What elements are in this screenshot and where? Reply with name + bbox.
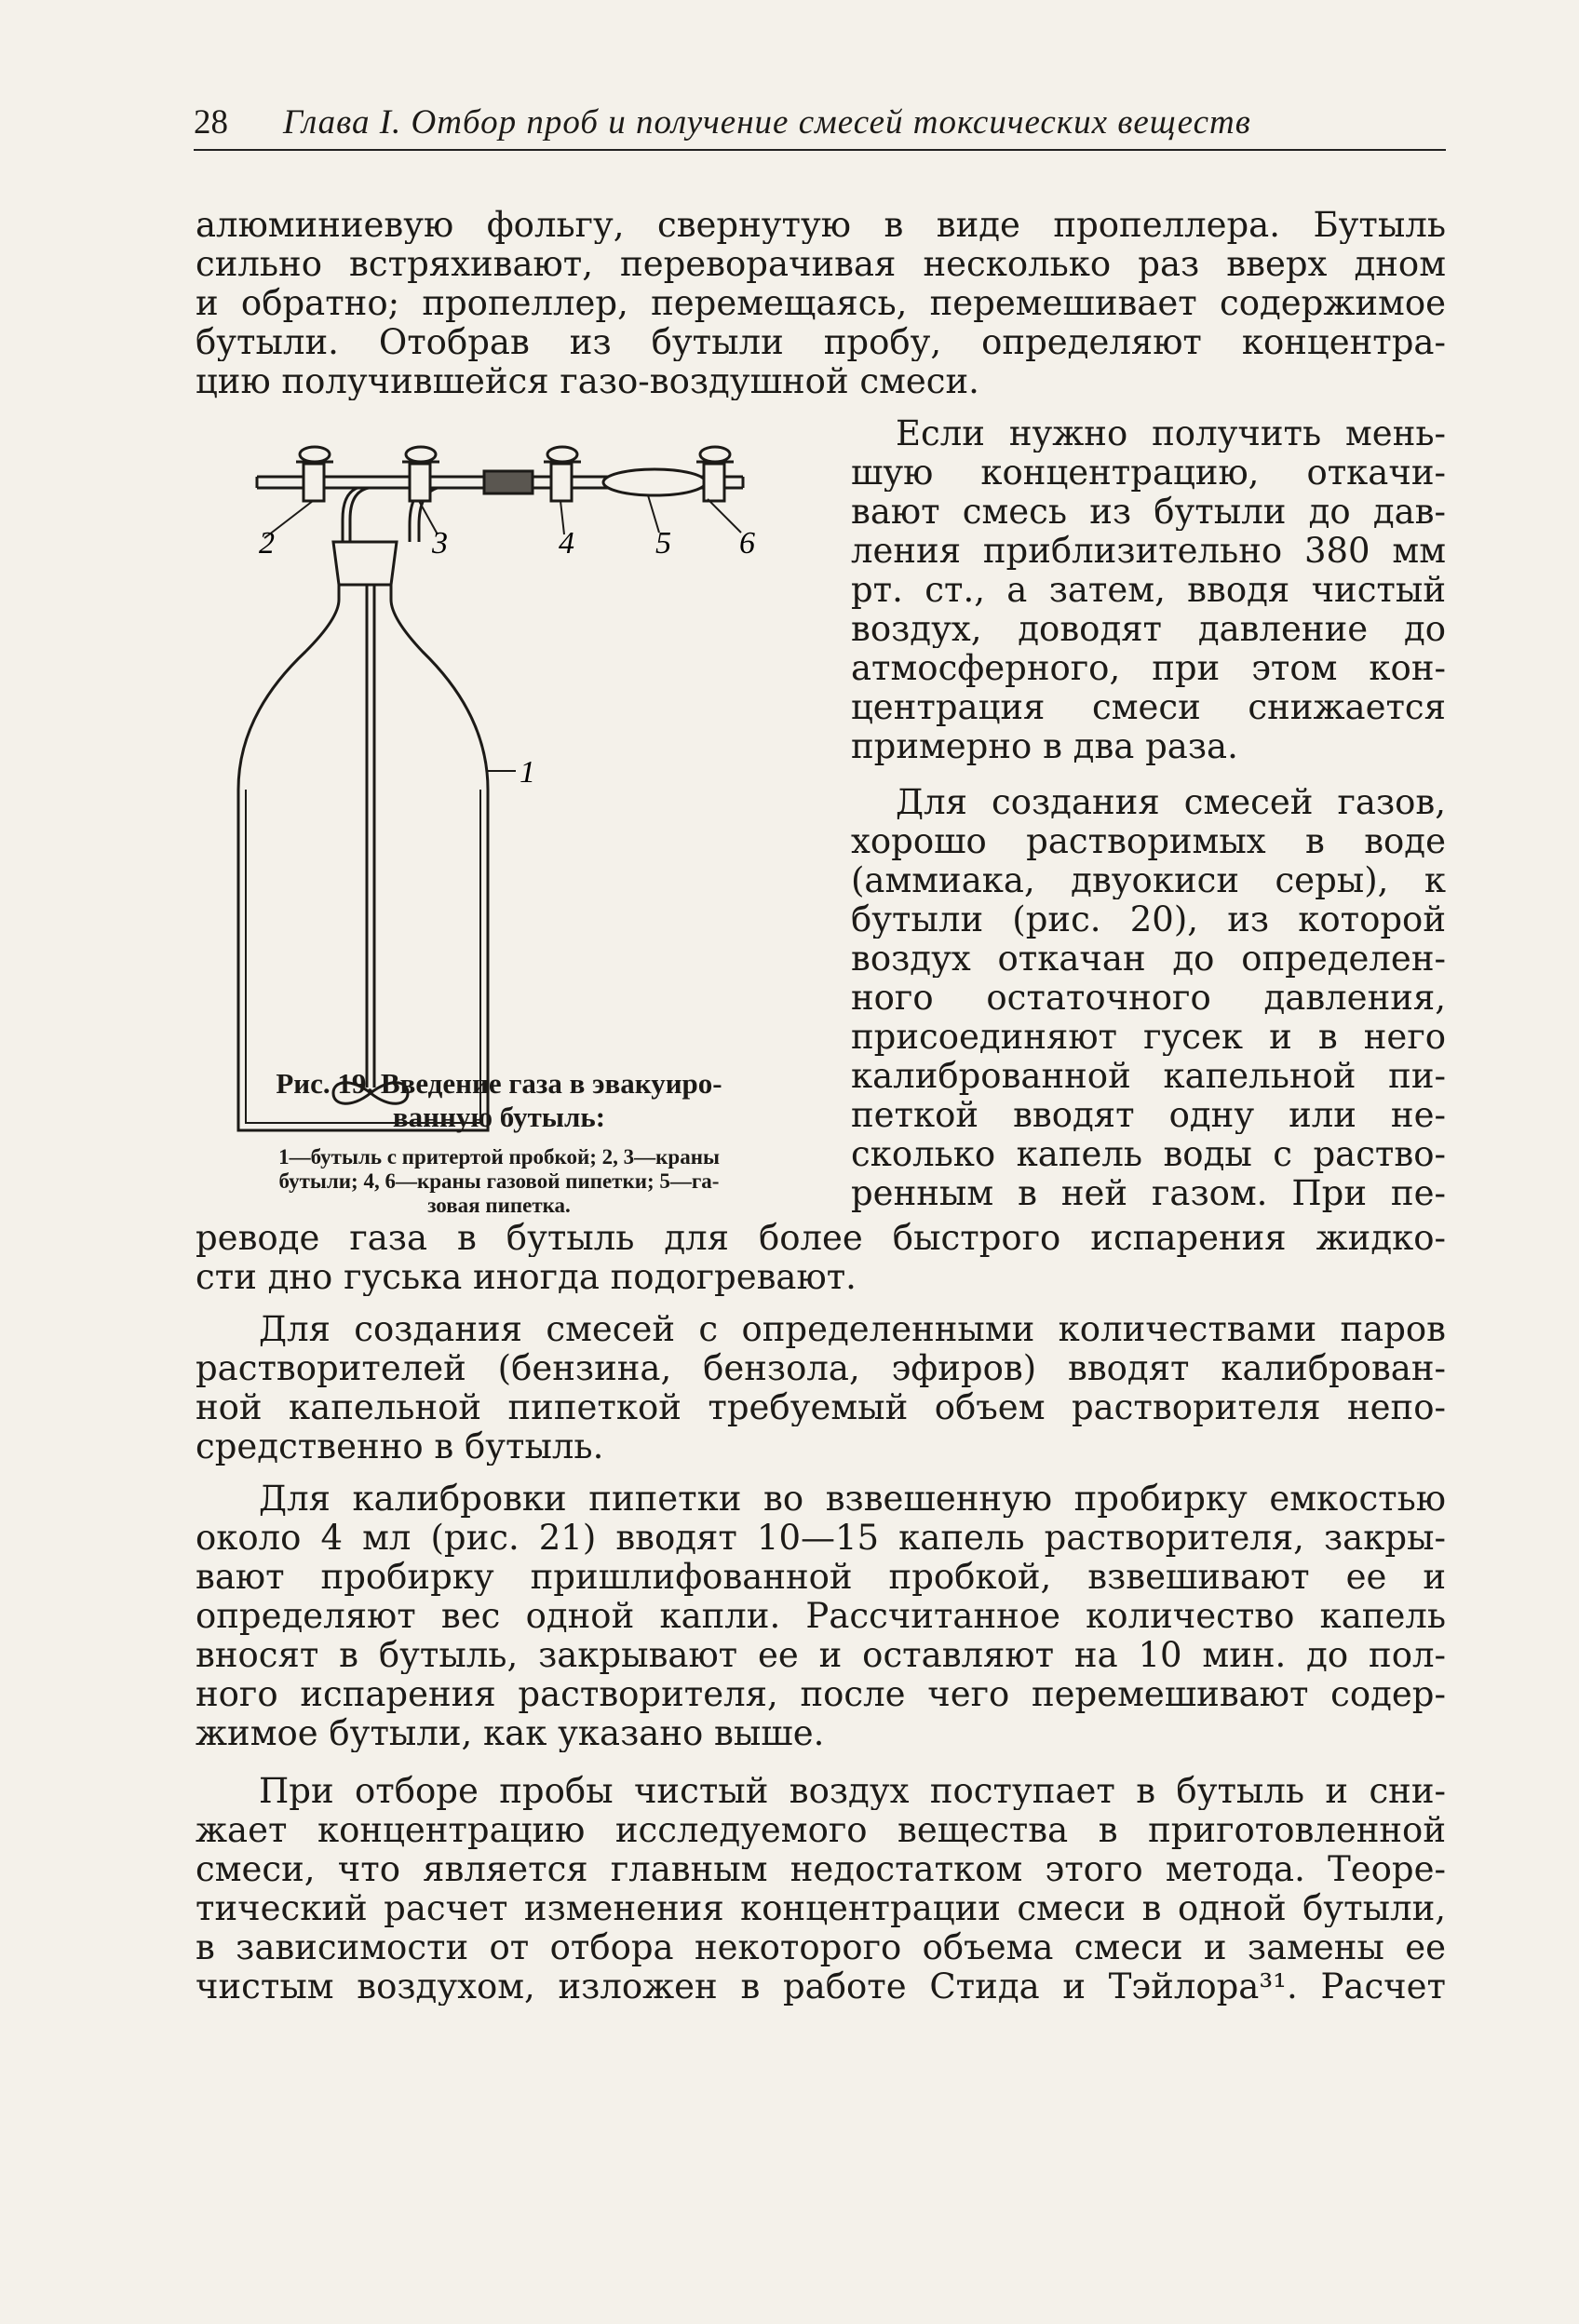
paragraph-2-line: рт. ст., а затем, вводя чистый xyxy=(851,572,1446,609)
paragraph-3-line: (аммиака, двуокиси серы), к xyxy=(851,862,1446,899)
chapter-title: Глава I. Отбор проб и получение смесей токсических веществ xyxy=(283,103,1251,142)
stopcock-6 xyxy=(696,447,734,501)
paragraph-2-line: атмосферного, при этом кон- xyxy=(851,650,1446,687)
figure-legend: 1—бутыль с притертой пробкой; 2, 3—краны xyxy=(278,1145,720,1169)
paragraph-5-line: ного испарения растворителя, после чего перемешивают содер- xyxy=(196,1676,1446,1713)
paragraph-1-line: бутыли. Отобрав из бутыли пробу, определяют концентра- xyxy=(196,324,1446,361)
figure-caption-title: ванную бутыль: xyxy=(392,1101,606,1133)
paragraph-4-line: средственно в бутыль. xyxy=(196,1428,604,1466)
page-number: 28 xyxy=(194,103,228,142)
label-3: 3 xyxy=(432,526,448,561)
stopcock-3 xyxy=(402,447,439,501)
paragraph-3-line: реводе газа в бутыль для более быстрого испарения жидко- xyxy=(196,1220,1446,1257)
paragraph-3-line: хорошо растворимых в воде xyxy=(851,823,1446,860)
paragraph-2-line: вают смесь из бутыли до дав- xyxy=(851,493,1446,531)
paragraph-3-line: бутыли (рис. 20), из которой xyxy=(851,901,1446,939)
paragraph-2-line: центрация смеси снижается xyxy=(851,689,1446,726)
paragraph-3-line: Для создания смесей газов, xyxy=(896,784,1446,821)
paragraph-6-line: в зависимости от отбора некоторого объема смеси и замены ее xyxy=(196,1929,1446,1966)
paragraph-2-line: шую концентрацию, откачи- xyxy=(851,454,1446,492)
paragraph-3-line: петкой вводят одну или не- xyxy=(851,1097,1446,1134)
paragraph-5-line: определяют вес одной капли. Рассчитанное количество капель xyxy=(196,1598,1446,1635)
bottle-body xyxy=(238,585,488,1130)
paragraph-3-line: присоединяют гусек и в него xyxy=(851,1019,1446,1056)
figure-legend: зовая пипетка. xyxy=(427,1194,571,1217)
paragraph-2-line: Если нужно получить мень- xyxy=(896,415,1446,453)
paragraph-5-line: жимое бутыли, как указано выше. xyxy=(196,1715,825,1752)
paragraph-6-line: При отборе пробы чистый воздух поступает в бутыль и сни- xyxy=(259,1773,1446,1810)
paragraph-3-line: воздух откачан до определен- xyxy=(851,940,1446,978)
paragraph-3-line: калиброванной капельной пи- xyxy=(851,1058,1446,1095)
paragraph-4-line: растворителей (бензина, бензола, эфиров) вводят калиброван- xyxy=(196,1350,1446,1387)
gas-pipette xyxy=(603,469,706,495)
paragraph-3-line: ренным в ней газом. При пе- xyxy=(851,1175,1446,1212)
paragraph-3-line: сти дно гуська иногда подогревают. xyxy=(196,1259,857,1296)
paragraph-5-line: около 4 мл (рис. 21) вводят 10—15 капель растворителя, закры- xyxy=(196,1520,1446,1557)
paragraph-1-line: алюминиевую фольгу, свернутую в виде пропеллера. Бутыль xyxy=(196,207,1446,244)
paragraph-1-line: сильно встряхивают, переворачивая несколько раз вверх дном xyxy=(196,246,1446,283)
label-5: 5 xyxy=(655,526,671,561)
paragraph-5-line: Для калибровки пипетки во взвешенную пробирку емкостью xyxy=(259,1480,1446,1518)
paragraph-6-line: чистым воздухом, изложен в работе Стида и Тэйлора³¹. Расчет xyxy=(196,1968,1446,2006)
label-4: 4 xyxy=(559,526,574,561)
paragraph-3-line: ного остаточного давления, xyxy=(851,980,1446,1017)
label-6: 6 xyxy=(739,526,755,561)
label-2: 2 xyxy=(259,526,275,561)
running-header xyxy=(194,97,1446,151)
paragraph-4-line: Для создания смесей с определенными количествами паров xyxy=(259,1311,1446,1348)
paragraph-3-line: сколько капель воды с раство- xyxy=(851,1136,1446,1173)
paragraph-1-line: цию получившейся газо-воздушной смеси. xyxy=(196,363,979,400)
paragraph-6-line: тический расчет изменения концентрации смеси в одной бутыли, xyxy=(196,1890,1446,1927)
paragraph-5-line: вают пробирку пришлифованной пробкой, взвешивают ее и xyxy=(196,1559,1446,1596)
paragraph-5-line: вносят в бутыль, закрывают ее и оставляют на 10 мин. до пол- xyxy=(196,1637,1446,1674)
stopcock-2 xyxy=(296,447,333,501)
label-1: 1 xyxy=(520,755,535,790)
paragraph-6-line: жает концентрацию исследуемого вещества в приготовленной xyxy=(196,1812,1446,1849)
paragraph-4-line: ной капельной пипеткой требуемый объем растворителя непо- xyxy=(196,1389,1446,1426)
stopcock-4 xyxy=(544,447,581,501)
figure-legend: бутыли; 4, 6—краны газовой пипетки; 5—га- xyxy=(278,1169,720,1193)
paragraph-2-line: воздух, доводят давление до xyxy=(851,611,1446,648)
inlet-tube-left xyxy=(350,488,369,542)
ground-glass-stopper xyxy=(333,542,397,585)
paragraph-1-line: и обратно; пропеллер, перемещаясь, перемешивает содержимое xyxy=(196,285,1446,322)
paragraph-2-line: примерно в два раза. xyxy=(851,728,1238,765)
figure-caption-title: Рис. 19. Введение газа в эвакуиро- xyxy=(276,1067,722,1100)
rubber-connector xyxy=(484,471,533,493)
paragraph-6-line: смеси, что является главным недостатком этого метода. Теоре- xyxy=(196,1851,1446,1888)
paragraph-2-line: ления приблизительно 380 мм xyxy=(851,533,1446,570)
